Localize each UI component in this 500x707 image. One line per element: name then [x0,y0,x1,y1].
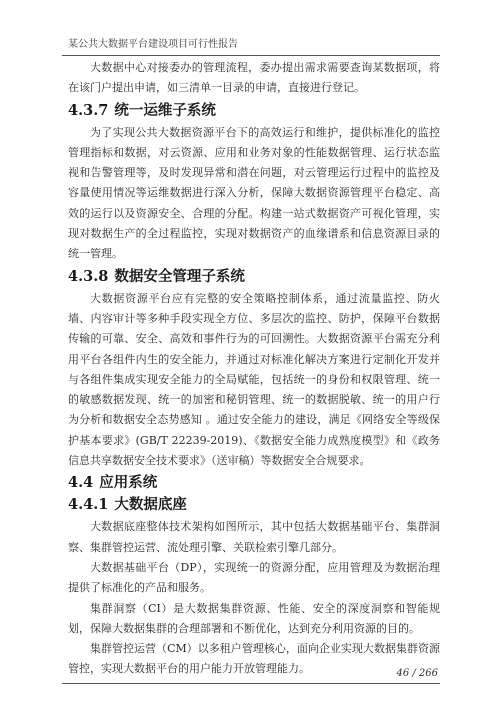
paragraph-portal-intro: 大数据中心对接委办的管理流程，委办提出需求需要查询某数据项，将在该门户提出申请，如三清单一目录的申请，直接进行登记。 [68,61,440,95]
paragraph-ci: 集群洞察（CI）是大数据集群资源、性能、安全的深度洞察和智能规划，保障大数据集群的合理部署和不断优化，达到充分利用资源的目的。 [68,601,440,635]
paragraph-unified-ops: 为了实现公共大数据资源平台下的高效运行和维护，提供标准化的监控管理指标和数据，对云资源、应用和业务对象的性能数据管理、运行状态监视和告警管理等，及时发现异常和潜在问题，对云管理运行过程中的监控及容量使用情况等运维数据进行深入分析，保障大数据资源管理平台稳定、高效的运行以及资源安全、合理的分配。构建一站式数据资产可视化管理，实现对数据生产的全过程监控，实现对数据资产的血缘谱系和信息资源目录的统一管理。 [68,125,440,261]
paragraph-base-architecture: 大数据底座整体技术架构如图所示，其中包括大数据基础平台、集群洞察、集群管控运营、流处理引擎、关联检索引擎几部分。 [68,520,440,554]
heading-title: 应用系统 [99,474,158,492]
heading-title: 数据安全管理子系统 [114,267,245,285]
header-rule [62,55,440,56]
heading-application-systems [68,473,440,493]
heading-big-data-base [68,495,440,515]
heading-title: 统一运维子系统 [114,101,216,119]
paragraph-cm: 集群管控运营（CM）以多租户管理核心，面向企业实现大数据集群资源管控，实现大数据平台的用户能力开放管理能力。 [68,642,440,676]
heading-unified-ops [68,101,440,121]
page-number: 46 / 266 [396,668,438,679]
heading-number: 4.3.8 [68,267,109,285]
page-content [68,58,440,680]
paragraph-dp: 大数据基础平台（DP），实现统一的资源分配，应用管理及为数据治理提供了标准化的产品和服务。 [68,560,440,595]
heading-data-security [68,267,440,287]
footer-rule [62,683,440,684]
heading-title: 大数据底座 [114,496,187,514]
heading-number: 4.4 [68,474,94,492]
heading-number: 4.3.7 [68,101,109,119]
running-header: 某公共大数据平台建设项目可行性报告 [68,39,238,50]
heading-number: 4.4.1 [68,496,109,514]
paragraph-data-security: 大数据资源平台应有完整的安全策略控制体系，通过流量监控、防火墙、内容审计等多种手段实现全方位、多层次的监控、防护，保障平台数据传输的可靠、安全、高效和事件行为的可回溯性。大数据资源平台需充分利用平台各组件内生的安全能力，并通过对标准化解决方案进行定制化开发并与各组件集成实现安全能力的全局赋能，包括统一的身份和权限管理、统一的敏感数据发现、统一的加密和秘钥管理、统一的数据脱敏、统一的用户行为分析和数据安全态势感知 。通过安全能力的建设，满足《网络安全等级保护基本要求》(GB/T 22239-2019)、《数据安全能力成熟度模型》和《政务信息共享数据安全技术要求》（送审稿）等数据安全合规要求。 [68,291,440,468]
